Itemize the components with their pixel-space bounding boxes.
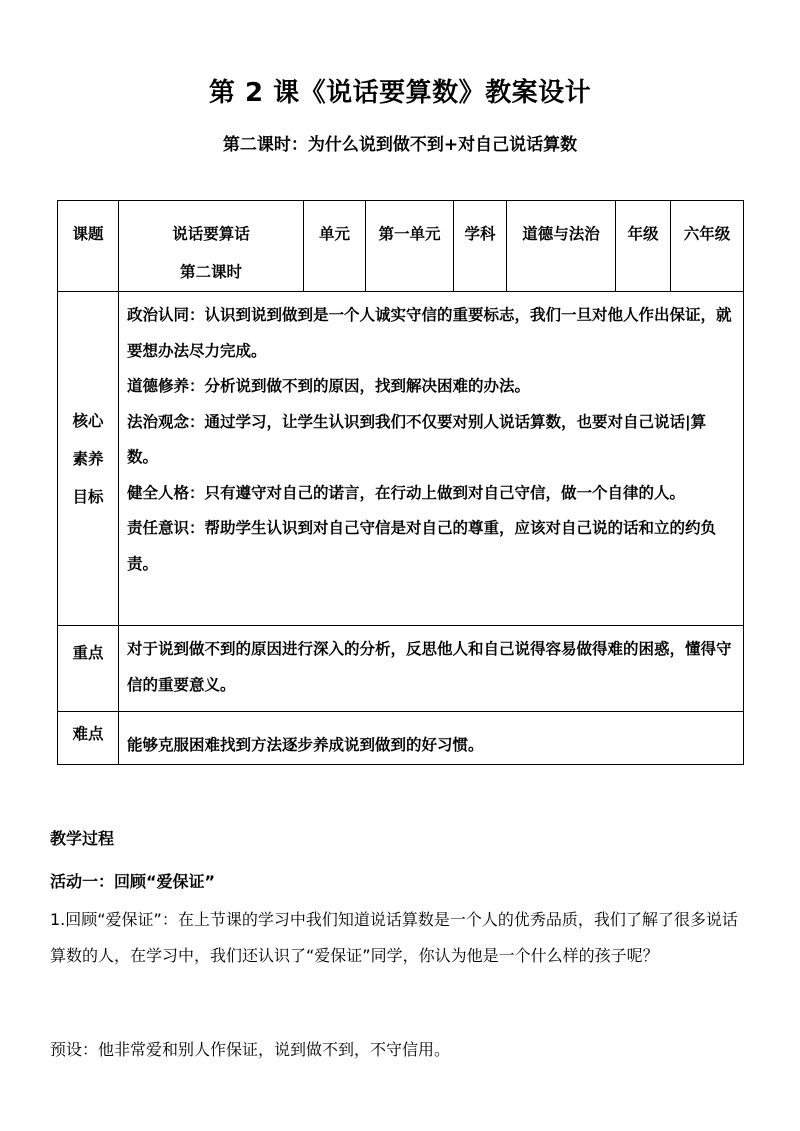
header-cell-unit-value: 第一单元 [366, 201, 454, 292]
core-goal-item: 道德修养：分析说到做不到的原因，找到解决困难的办法。 [127, 377, 531, 395]
process-heading: 教学过程 [50, 829, 115, 848]
header-cell-topic-label: 课题 [58, 201, 119, 292]
core-goal-item: 健全人格：只有遵守对自己的诺言，在行动上做到对自己守信，做一个自律的人。 [127, 483, 686, 502]
key-points-text: 对于说到做不到的原因进行深入的分析，反思他人和自己说得容易做得难的困惑，懂得守信的重要意义。 [127, 640, 732, 694]
header-cell-subject-label: 学科 [454, 201, 507, 292]
topic-value-line2: 第二课时 [179, 263, 242, 281]
core-goals-row [58, 292, 744, 626]
header-cell-subject-value: 道德与法治 [507, 201, 616, 292]
core-goal-item: 责任意识：帮助学生认识到对自己守信是对自己的尊重，应该对自己说的话和立的约负责。 [127, 519, 717, 573]
header-cell-grade-label: 年级 [616, 201, 671, 292]
core-goals-content [119, 292, 744, 626]
activity1-heading: 活动一：回顾“爱保证” [50, 872, 216, 891]
header-cell-unit-label: 单元 [304, 201, 366, 292]
table-header-row [58, 201, 744, 292]
document-subtitle: 第二课时：为什么说到做不到+对自己说话算数 [222, 135, 578, 155]
topic-value-line1: 说话要算话 [172, 225, 250, 243]
key-points-row [58, 626, 744, 712]
key-points-content [119, 626, 744, 712]
key-points-label: 重点 [58, 626, 119, 712]
header-cell-topic-value [119, 201, 304, 292]
difficult-points-text: 能够克服困难找到方法逐步养成说到做到的好习惯。 [127, 736, 484, 754]
header-cell-grade-value: 六年级 [671, 201, 744, 292]
process-paragraph-1: 1.回顾“爱保证”：在上节课的学习中我们知道说话算数是一个人的优秀品质，我们了解了很多说话算数的人，在学习中，我们还认识了“爱保证”同学，你认为他是一个什么样的孩子呢？ [50, 910, 738, 965]
core-label-line1: 核心 [72, 411, 104, 430]
core-label-line3: 目标 [72, 487, 104, 506]
process-paragraph-2: 预设：他非常爱和别人作保证，说到做不到，不守信用。 [50, 1040, 451, 1059]
difficult-points-label: 难点 [58, 712, 119, 765]
difficult-points-row [58, 712, 744, 765]
lesson-info-table [57, 200, 744, 765]
document-title: 第 2 课《说话要算数》教案设计 [208, 78, 592, 108]
core-goals-label [58, 292, 119, 626]
core-label-line2: 素养 [72, 449, 104, 468]
difficult-points-content [119, 712, 744, 765]
core-goal-item: 政治认同：认识到说到做到是一个人诚实守信的重要标志，我们一旦对他人作出保证，就要想办法尽力完成。 [127, 306, 732, 360]
core-goal-item: 法治观念：通过学习，让学生认识到我们不仅要对别人说话算数，也要对自己说话|算数。 [127, 412, 707, 466]
